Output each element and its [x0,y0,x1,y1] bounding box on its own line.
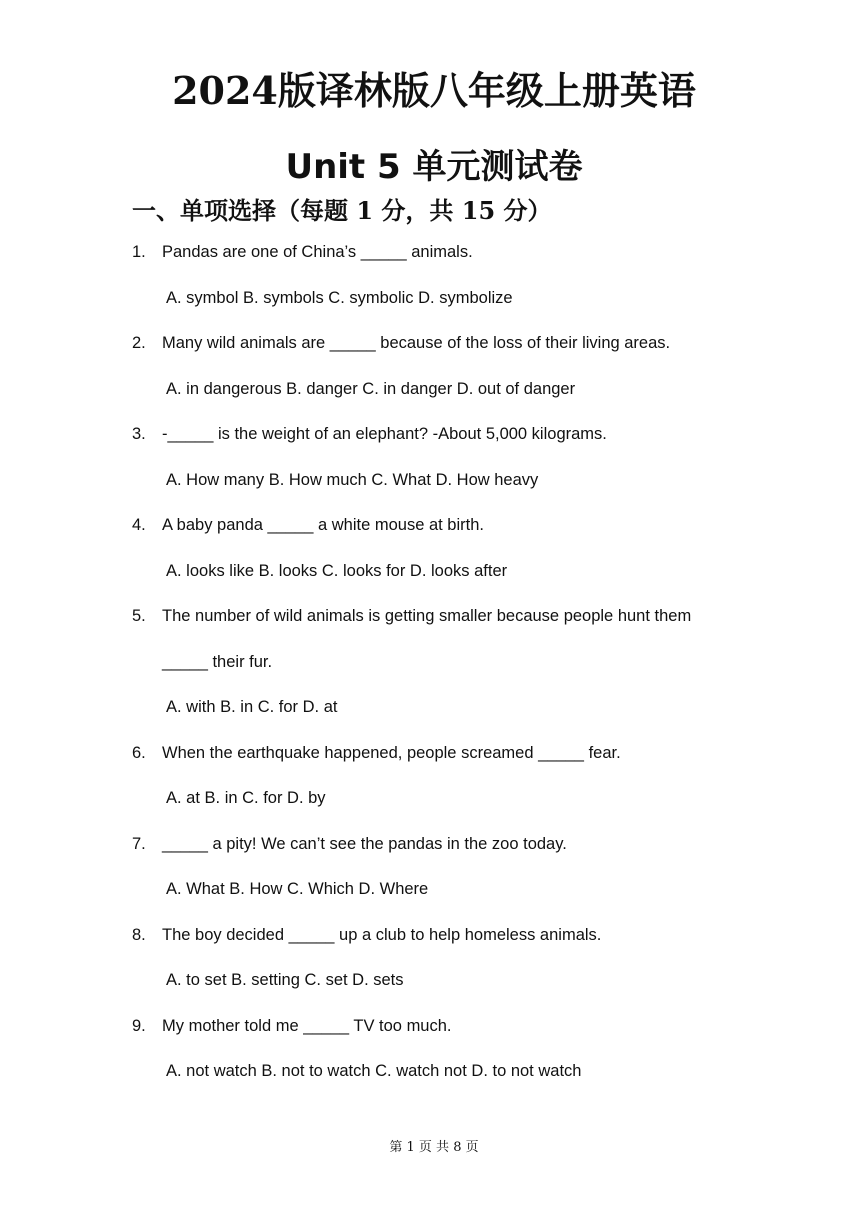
question-list [132,237,772,1102]
question-number: 1. [132,243,146,261]
question-stem: _____ a pity! We can’t see the pandas in the zoo today. [162,834,567,853]
question-1 [132,237,772,283]
question-number: 3. [132,425,146,443]
question-4-options: A. looks like B. looks C. looks for D. looks after [166,561,508,580]
question-stem: Many wild animals are _____ because of the loss of their living areas. [162,334,671,352]
question-stem: When the earthquake happened, people screamed _____ fear. [162,743,621,762]
question-stem: The number of wild animals is getting smaller because people hunt them [162,607,692,625]
question-stem: My mother told me _____ TV too much. [162,1016,452,1035]
question-8-options: A. to set B. setting C. set D. sets [166,971,404,989]
section-heading: 一、单项选择（每题 1 分，共 15 分） [132,196,552,225]
document-title: 2024版译林版八年级上册英语 [172,68,696,113]
question-7 [132,829,772,875]
question-2 [132,328,772,374]
question-8 [132,920,772,966]
question-5-stem-continued: _____ their fur. [162,652,273,671]
document-subtitle: Unit 5 单元测试卷 [285,147,583,187]
question-6-options: A. at B. in C. for D. by [166,789,326,807]
question-stem: Pandas are one of China’s _____ animals. [162,243,473,261]
question-stem: The boy decided _____ up a club to help homeless animals. [162,925,602,944]
question-number: 8. [132,925,146,944]
question-number: 2. [132,334,146,352]
question-stem: -_____ is the weight of an elephant? -About 5,000 kilograms. [162,425,607,443]
question-number: 9. [132,1016,146,1035]
question-4 [132,510,772,556]
question-9 [132,1011,772,1057]
page-footer: 第 1 页 共 8 页 [389,1140,479,1155]
question-number: 5. [132,607,146,625]
question-5-options: A. with B. in C. for D. at [166,698,338,716]
question-6 [132,738,772,784]
question-2-options: A. in dangerous B. danger C. in danger D. out of danger [166,379,576,398]
question-number: 6. [132,743,146,762]
question-number: 7. [132,834,146,853]
question-7-options: A. What B. How C. Which D. Where [166,880,429,898]
question-1-options: A. symbol B. symbols C. symbolic D. symbolize [166,288,513,307]
question-3-options: A. How many B. How much C. What D. How heavy [166,470,539,489]
question-3 [132,419,772,465]
question-9-options: A. not watch B. not to watch C. watch not D. to not watch [166,1062,582,1080]
question-stem: A baby panda _____ a white mouse at birth. [162,516,484,534]
question-number: 4. [132,516,146,534]
question-5 [132,601,772,647]
